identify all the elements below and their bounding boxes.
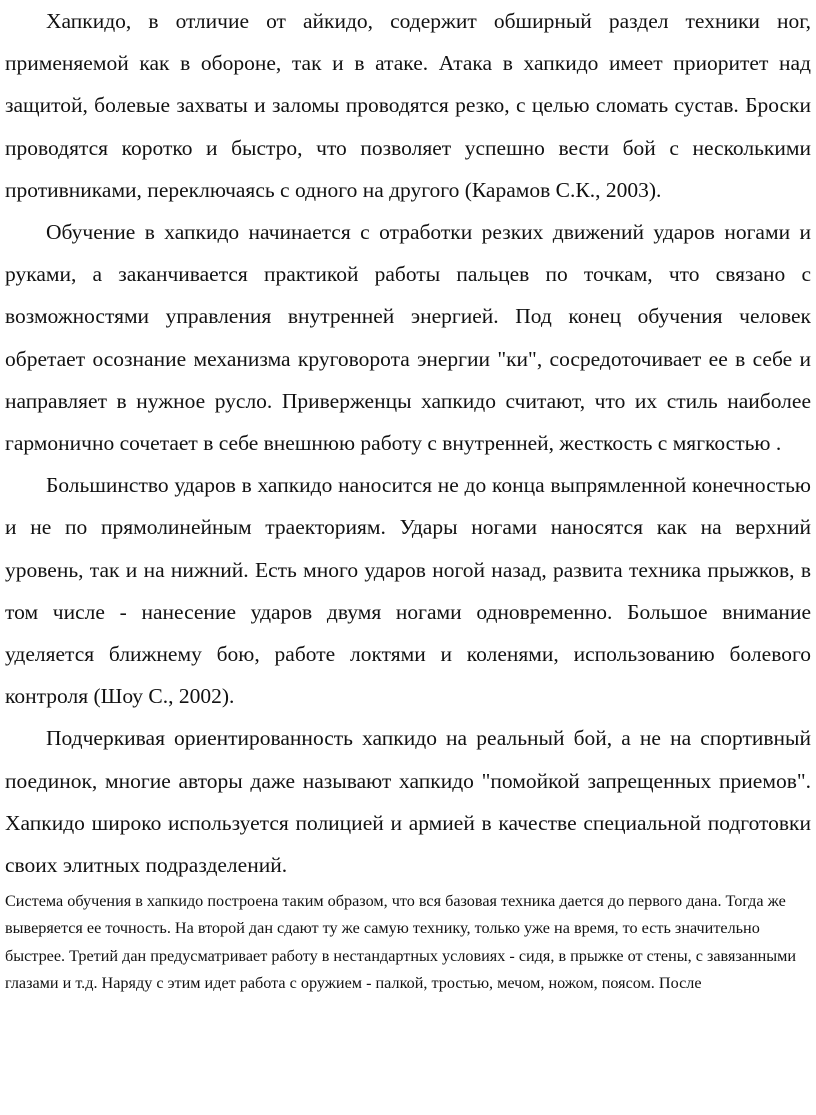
paragraph-3: Большинство ударов в хапкидо наносится не до конца выпрямленной конечностью и не по прямолинейным траекториям. Удары ногами наносятся как на верхний уровень, так и на нижний. Есть много ударов ногой назад, развита техника прыжков, в том числе - нанесение ударов двумя ногами одновременно. Большое внимание уделяется ближнему бою, работе локтями и коленями, использованию болевого контроля (Шоу С., 2002).	[5, 473, 811, 709]
paragraph-1: Хапкидо, в отличие от айкидо, содержит обширный раздел техники ног, применяемой как в обороне, так и в атаке. Атака в хапкидо имеет приоритет над защитой, болевые захваты и заломы проводятся резко, с целью сломать сустав. Броски проводятся коротко и быстро, что позволяет успешно вести бой с несколькими противниками, переключаясь с одного на другого (Карамов С.К., 2003).	[5, 9, 811, 202]
paragraph-2: Обучение в хапкидо начинается с отработки резких движений ударов ногами и руками, а заканчивается практикой работы пальцев по точкам, что связано с возможностями управления внутренней энергией. Под конец обучения человек обретает осознание механизма круговорота энергии "ки", сосредоточивает ее в себе и направляет в нужное русло. Приверженцы хапкидо считают, что их стиль наиболее гармонично сочетает в себе внешнюю работу с внутренней, жесткость с мягкостью .	[5, 220, 811, 456]
small-paragraph: Система обучения в хапкидо построена таким образом, что вся базовая техника дается до первого дана. Тогда же выверяется ее точность. На второй дан сдают ту же самую технику, только уже на время, то есть значительно быстрее. Третий дан предусматривает работу в нестандартных условиях - сидя, в прыжке от стены, с завязанными глазами и т.д. Наряду с этим идет работа с оружием - палкой, тростью, мечом, ножом, поясом. После	[5, 892, 797, 992]
paragraph-4: Подчеркивая ориентированность хапкидо на реальный бой, а не на спортивный поединок, многие авторы даже называют хапкидо "помойкой запрещенных приемов". Хапкидо широко используется полицией и армией в качестве специальной подготовки своих элитных подразделений.	[5, 726, 811, 878]
document-page	[5, 0, 811, 997]
